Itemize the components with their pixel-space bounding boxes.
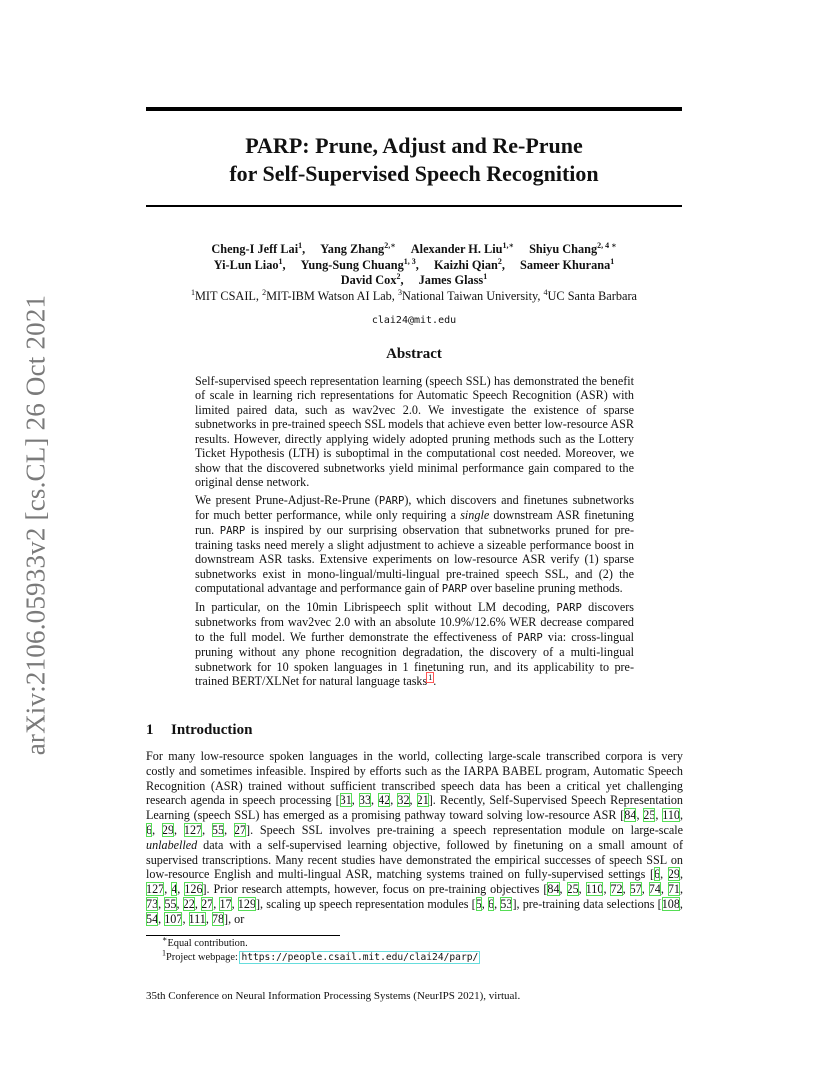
- citation-link[interactable]: 29: [667, 867, 680, 882]
- author-line-1: [120, 242, 708, 258]
- title-rule-bottom: [146, 205, 682, 207]
- abstract-body: [195, 374, 634, 692]
- citation-link[interactable]: 6: [146, 822, 153, 837]
- title-rule-top: [146, 107, 682, 111]
- section-heading-introduction: 1 Introduction: [146, 722, 253, 738]
- affiliation: $^2$MIT-IBM Watson AI Lab,: [262, 287, 395, 303]
- citation-link[interactable]: 5: [475, 896, 482, 911]
- paper-title: [146, 132, 682, 188]
- citation-link[interactable]: 53: [500, 896, 513, 911]
- citation-link[interactable]: 110: [662, 808, 680, 823]
- citation-link[interactable]: 22: [182, 896, 195, 911]
- affiliations: [120, 289, 708, 305]
- citation-link[interactable]: 107: [164, 911, 183, 926]
- citation-link[interactable]: 111: [188, 911, 206, 926]
- author-name: Kaizhi Qian$^2$,: [433, 256, 505, 272]
- footnote-divider: [146, 935, 340, 936]
- citation-link[interactable]: 55: [164, 896, 177, 911]
- author-name: Yang Zhang$^{2,∗}$: [320, 240, 396, 256]
- author-name: James Glass$^1$: [418, 271, 488, 287]
- author-name: Yung-Sung Chuang$^{1, 3}$,: [300, 256, 419, 272]
- conference-footer: 35th Conference on Neural Information Processing Systems (NeurIPS 2021), virtual.: [146, 990, 521, 1002]
- citation-link[interactable]: 73: [146, 896, 159, 911]
- citation-link[interactable]: 126: [184, 882, 203, 897]
- author-line-3: [120, 273, 708, 289]
- introduction-paragraph: For many low-resource spoken languages in the world, collecting large-scale transcribed corpora is very costly and sometimes infeasible. Inspired by efforts such as the IARPA BABEL program, Automatic Speech Recognition (ASR) trained without sufficient transcribed speech data has been a critical yet challenging research agenda in speech processing [31, 33, 42, 32, 21]. Recently, Self-Supervised Speech Representation Learning (speech SSL) has emerged as a promising pathway toward solving low-resource ASR [84, 25, 110, 6, 29, 127, 55, 27]. Speech SSL involves pre-training a speech representation module on large-scale unlabelled data with a self-supervised learning objective, followed by finetuning on a small amount of supervised transcriptions. Many recent studies have demonstrated the empirical successes of speech SSL on low-resource English and multi-lingual ASR, matching systems trained on fully-supervised settings [6, 29, 127, 4, 126]. Prior research attempts, however, focus on pre-training objectives [84, 25, 110, 72, 57, 74, 71, 73, 55, 22, 27, 17, 129], scaling up speech representation modules [5, 6, 53], pre-training data selections [108, 54, 107, 111, 78], or: [146, 749, 684, 926]
- author-name: Cheng-I Jeff Lai$^1$,: [211, 240, 306, 256]
- citation-link[interactable]: 78: [211, 911, 225, 926]
- abstract-paragraph-1: Self-supervised speech representation learning (speech SSL) has demonstrated the benefit of scale in learning rich representations for Automatic Speech Recognition (ASR) with limited paired data, such as wav2vec 2.0. We investigate the existence of sparse subnetworks in pre-trained speech SSL models that achieve even better low-resource ASR results. However, directly applying widely adopted pruning methods such as the Lottery Ticket Hypothesis (LTH) is suboptimal in the computational cost needed. Moreover, we show that the discovered subnetworks yield minimal performance gain compared to the original dense network.: [195, 374, 634, 490]
- author-block: [120, 242, 708, 304]
- abstract-paragraph-3: In particular, on the 10min Librispeech split without LM decoding, PARP discovers subnetworks from wav2vec 2.0 with an absolute 10.9%/12.6% WER decrease compared to the full model. We further demonstrate the effectiveness of PARP via: cross-lingual pruning without any phone recognition degradation, the discovery of a multi-lingual subnetwork for 10 spoken languages in 1 finetuning run, and its applicability to pre-trained BERT/XLNet for natural language tasks$^1$.: [195, 599, 635, 689]
- citation-link[interactable]: 27: [201, 896, 214, 911]
- contact-email[interactable]: clai24@mit.edu: [371, 315, 457, 326]
- footnote-project-webpage: $^1$Project webpage: https://people.csail.mit.edu/clai24/parp/: [162, 948, 479, 963]
- title-line-1: PARP: Prune, Adjust and Re-Prune: [245, 133, 583, 158]
- footnote-link[interactable]: 1: [428, 673, 433, 683]
- affiliation: $^3$National Taiwan University,: [397, 287, 541, 303]
- citation-link[interactable]: 31: [339, 793, 352, 808]
- title-line-2: for Self-Supervised Speech Recognition: [229, 161, 599, 186]
- author-name: David Cox$^2$,: [340, 271, 404, 287]
- citation-link[interactable]: 72: [610, 882, 623, 897]
- citation-link[interactable]: 84: [547, 882, 560, 897]
- citation-link[interactable]: 33: [358, 793, 372, 808]
- citation-link[interactable]: 55: [211, 822, 225, 837]
- citation-link[interactable]: 127: [146, 882, 165, 897]
- citation-link[interactable]: 110: [585, 882, 604, 897]
- citation-link[interactable]: 54: [146, 911, 159, 926]
- citation-link[interactable]: 108: [661, 896, 680, 911]
- citation-link[interactable]: 27: [233, 822, 247, 837]
- abstract-heading: Abstract: [386, 346, 442, 362]
- arxiv-identifier-stamp: arXiv:2106.05933v2 [cs.CL] 26 Oct 2021: [20, 294, 51, 756]
- footnote-equal-contribution: ∗Equal contribution.: [162, 934, 248, 949]
- citation-link[interactable]: 4: [171, 882, 178, 897]
- citation-link[interactable]: 32: [397, 793, 410, 808]
- citation-link[interactable]: 74: [648, 882, 661, 897]
- author-line-2: [120, 258, 708, 274]
- project-webpage-link[interactable]: https://people.csail.mit.edu/clai24/parp/: [241, 952, 479, 963]
- author-name: Sameer Khurana$^1$: [519, 256, 615, 272]
- citation-link[interactable]: 129: [237, 896, 257, 911]
- citation-link[interactable]: 84: [624, 808, 637, 823]
- citation-link[interactable]: 29: [161, 822, 175, 837]
- citation-link[interactable]: 6: [488, 896, 495, 911]
- affiliation: $^4$UC Santa Barbara: [543, 287, 637, 303]
- author-name: Shiyu Chang$^{2, 4 ∗}$: [529, 240, 617, 256]
- abstract-paragraph-2: We present Prune-Adjust-Re-Prune (PARP), which discovers and finetunes subnetworks for much better performance, while only requiring a single downstream ASR finetuning run. PARP is inspired by our surprising observation that subnetworks pruned for pre-training tasks need merely a slight adjustment to achieve a sizeable performance boost in downstream ASR tasks. Extensive experiments on low-resource ASR verify (1) sparse subnetworks exist in mono-lingual/multi-lingual pre-trained speech SSL, and (2) the computational advantage and performance gain of PARP over baseline pruning methods.: [195, 492, 634, 596]
- citation-link[interactable]: 21: [416, 793, 429, 808]
- citation-link[interactable]: 57: [629, 882, 642, 897]
- citation-link[interactable]: 71: [667, 882, 680, 897]
- citation-link[interactable]: 6: [654, 867, 661, 882]
- citation-link[interactable]: 42: [378, 793, 391, 808]
- citation-link[interactable]: 127: [183, 822, 203, 837]
- citation-link[interactable]: 25: [566, 882, 579, 897]
- citation-link[interactable]: 17: [219, 896, 232, 911]
- author-name: Yi-Lun Liao$^1$,: [213, 256, 286, 272]
- citation-link[interactable]: 25: [643, 808, 656, 823]
- affiliation: $^1$MIT CSAIL,: [191, 287, 259, 303]
- author-name: Alexander H. Liu$^{1,∗}$: [410, 240, 514, 256]
- footnotes: [162, 934, 682, 965]
